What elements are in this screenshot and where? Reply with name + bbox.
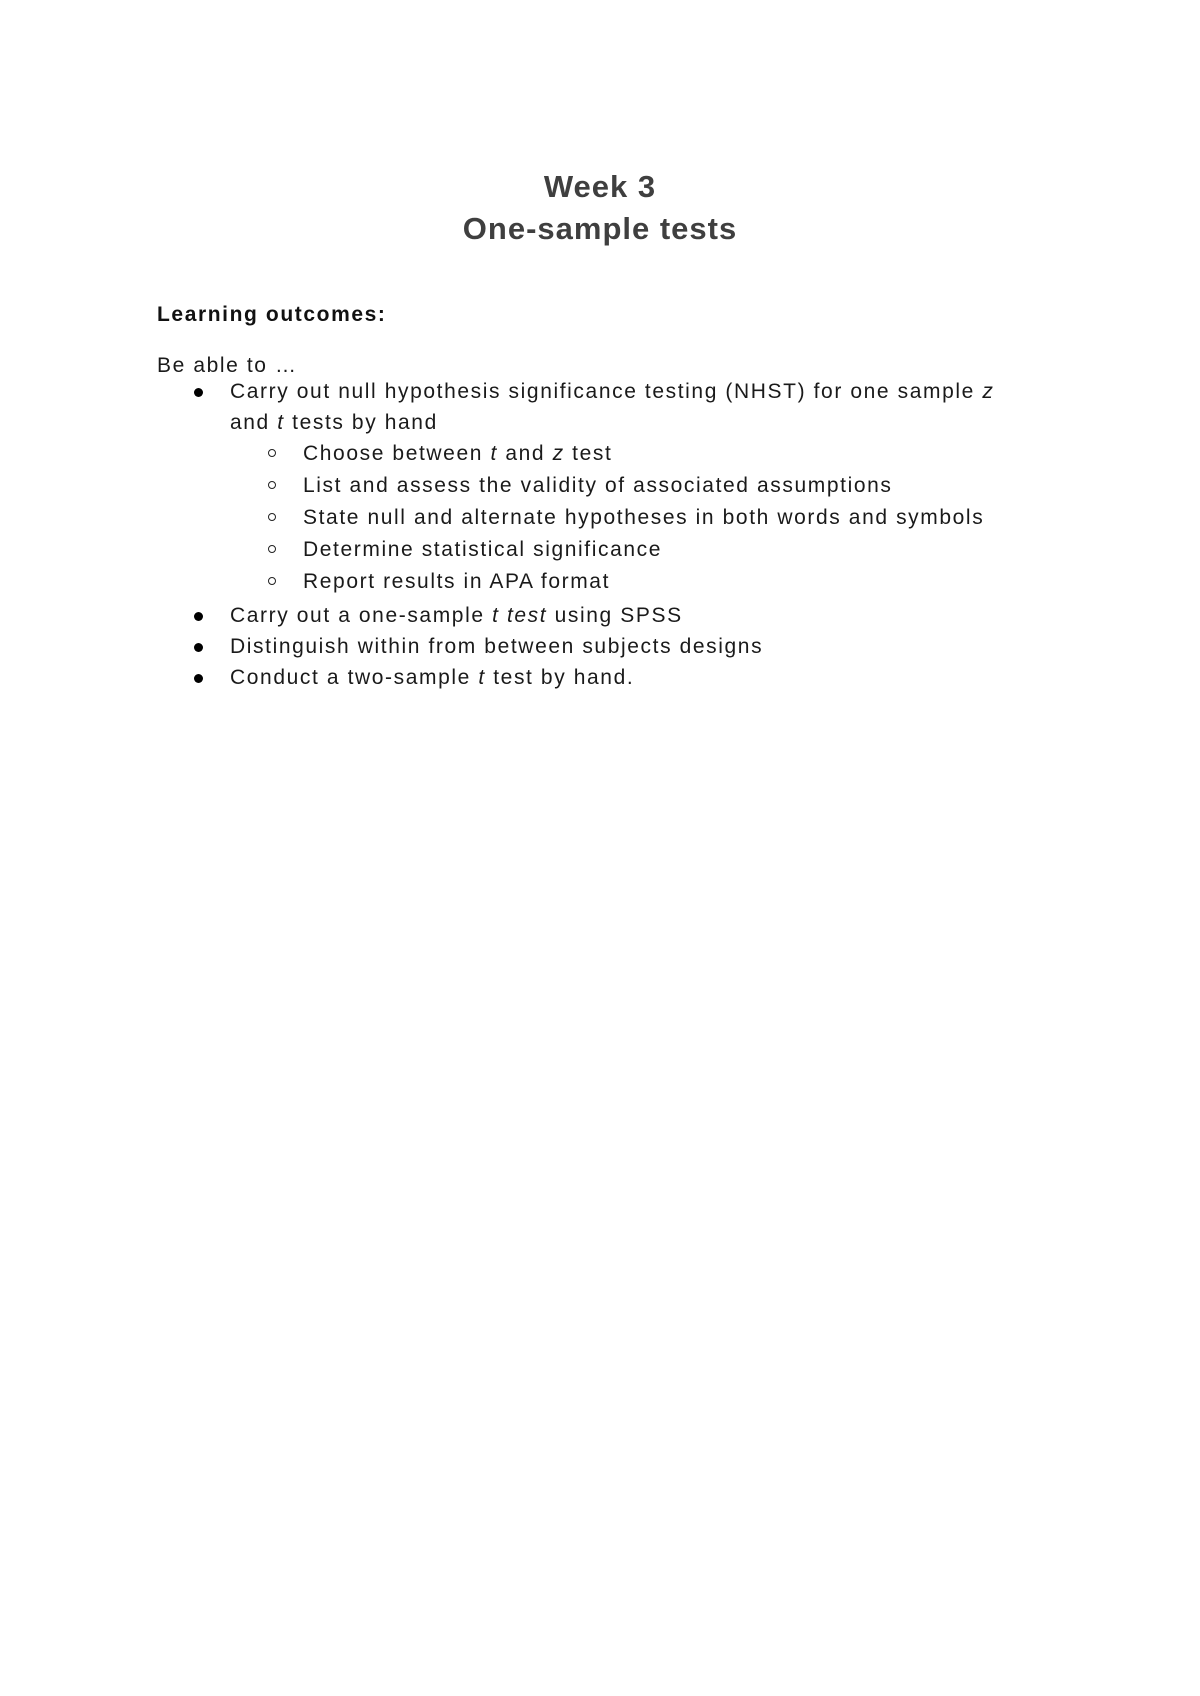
sub-list-item: Report results in APA format <box>230 566 1130 598</box>
sub-list-item: List and assess the validity of associated assumptions <box>230 470 1130 502</box>
sub-list-item: Determine statistical significance <box>230 534 1130 566</box>
list-item-text: Carry out a one-sample t test using SPSS <box>230 604 683 627</box>
list-item <box>157 631 1130 662</box>
circle-bullet-icon <box>268 481 276 489</box>
circle-bullet-icon <box>268 577 276 585</box>
bullet-icon <box>194 612 203 621</box>
bullet-icon <box>194 388 203 397</box>
section-heading-learning-outcomes: Learning outcomes: <box>157 303 387 326</box>
intro-text: Be able to … <box>157 354 298 377</box>
list-item <box>157 662 1130 693</box>
list-item <box>157 376 1130 598</box>
bullet-icon <box>194 674 203 683</box>
list-item-text: Distinguish within from between subjects designs <box>230 635 764 658</box>
circle-bullet-icon <box>268 513 276 521</box>
list-item <box>157 600 1130 631</box>
sub-list <box>230 438 1130 598</box>
title-week: Week 3 <box>543 169 657 204</box>
list-item-text: Conduct a two-sample t test by hand. <box>230 666 635 689</box>
circle-bullet-icon <box>268 449 276 457</box>
list-item-text: Carry out null hypothesis significance testing (NHST) for one sample z and t tests by hand <box>230 380 995 434</box>
title-topic: One-sample tests <box>462 211 738 246</box>
sub-list-item: State null and alternate hypotheses in both words and symbols <box>230 502 1130 534</box>
circle-bullet-icon <box>268 545 276 553</box>
document-title <box>0 166 1200 250</box>
learning-outcomes-list <box>157 376 1130 693</box>
sub-list-item: Choose between t and z test <box>230 438 1130 470</box>
bullet-icon <box>194 643 203 652</box>
